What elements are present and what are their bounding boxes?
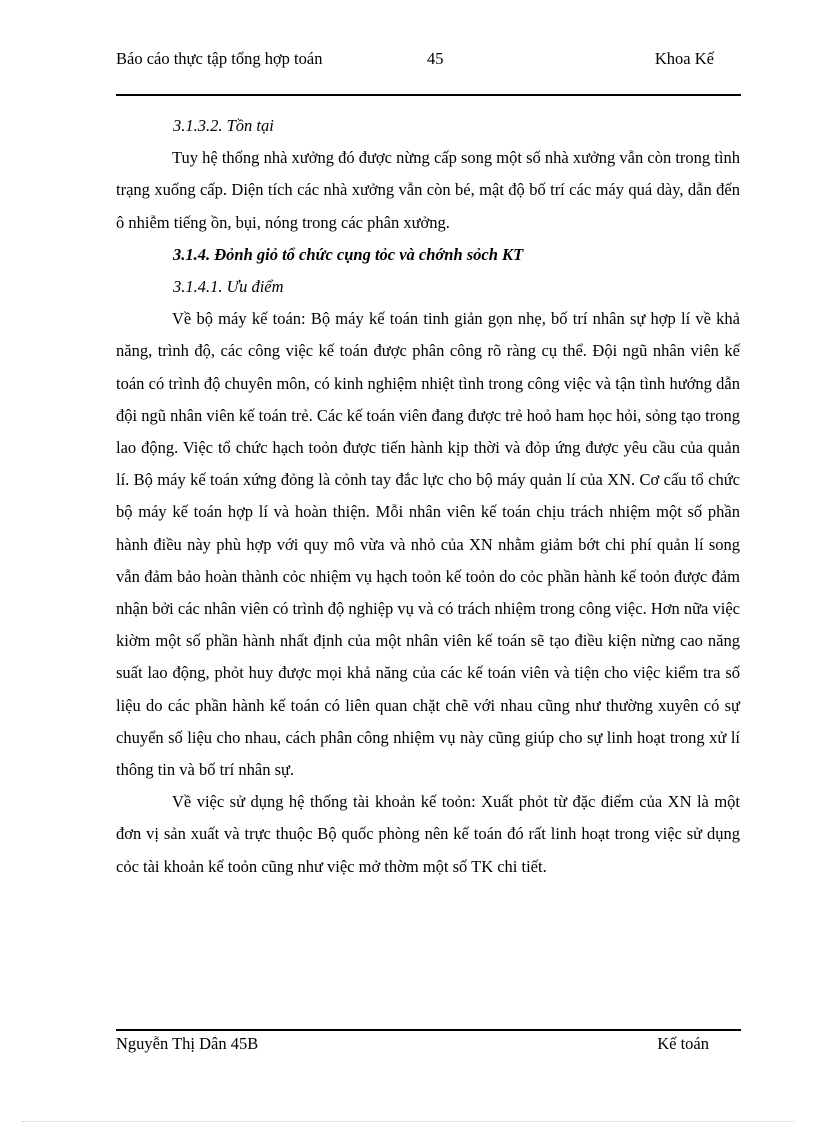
footer-author: Nguyễn Thị Dân 45B	[116, 1034, 259, 1053]
header-report-title: Báo cáo thực tập tổng hợp toán	[116, 49, 323, 68]
paragraph-ton-tai: Tuy hệ thống nhà xưởng đó được nừng cấp song một số nhà xưởng vẫn còn trong tình trạng xuống cấp. Diện tích các nhà xưởng vẫn còn bé, mật độ bố trí các máy quá dày, dẫn đến ô nhiễm tiếng ồn, bụi, nóng trong các phân xưởng.	[116, 148, 740, 232]
header-department: Khoa Kế	[654, 49, 714, 68]
paragraph-he-thong-tai-khoan: Về việc sử dụng hệ thống tài khoản kế toỏn: Xuất phỏt từ đặc điểm của XN là một đơn vị sản xuất và trực thuộc Bộ quốc phòng nên kế toán đó rất linh hoạt trong việc sử dụng cỏc tài khoản kế toỏn cũng như việc mở thờm một số TK chi tiết.	[116, 792, 740, 876]
page-bottom-edge	[22, 1121, 794, 1122]
header-divider	[116, 94, 741, 96]
footer-divider	[116, 1029, 741, 1031]
section-heading-danh-gia: 3.1.4. Đỏnh giỏ tổ chức cụng tỏc và chớnh sỏch KT	[173, 244, 524, 264]
document-body	[116, 110, 740, 883]
section-heading-uu-diem: 3.1.4.1. Ưu điểm	[173, 277, 284, 297]
page-number: 45	[427, 49, 444, 68]
section-heading-ton-tai: 3.1.3.2. Tồn tại	[173, 116, 274, 135]
footer-major: Kế toán	[657, 1034, 709, 1053]
paragraph-bo-may-ke-toan: Về bộ máy kế toán: Bộ máy kế toán tinh giản gọn nhẹ, bố trí nhân sự hợp lí về khả năng, trình độ, các công việc kế toán được phân công rõ ràng cụ thể. Đội ngũ nhân viên kế toán có trình độ chuyên môn, có kinh nghiệm nhiệt tình trong công việc và tận tình hướng dẫn đội ngũ nhân viên kế toán trẻ. Các kế toán viên đang được trẻ hoỏ ham học hỏi, sỏng tạo trong lao động. Việc tổ chức hạch toỏn được tiến hành kịp thời và đỏp ứng được yêu cầu của quản lí. Bộ máy kế toán xứng đỏng là cỏnh tay đắc lực cho bộ máy quản lí của XN. Cơ cấu tổ chức bộ máy kế toán hợp lí và hoàn thiện. Mỗi nhân viên kế toán chịu trách nhiệm một số phần hành điều này phù hợp với quy mô vừa và nhỏ của XN nhằm giảm bớt chi phí quản lí song vẫn đảm bảo hoàn thành cỏc nhiệm vụ hạch toỏn kế toỏn do cỏc phần hành kế toỏn được đảm nhận bởi các nhân viên có trình độ nghiệp vụ và có trách nhiệm trong công việc. Hơn nữa việc kiờm một số phần hành nhất định của một nhân viên kế toán sẽ tạo điều kiện nừng cao năng suất lao động, phỏt huy được mọi khả năng của các kế toán viên và tiện cho việc kiểm tra số liệu do các phần hành kế toán có liên quan chặt chẽ với nhau cũng như thường xuyên có sự chuyển số liệu cho nhau, cách phân công nhiệm vụ này cũng giúp cho sự linh hoạt trong xử lí thông tin và bố trí nhân sự.	[116, 309, 740, 780]
page-header	[116, 48, 741, 92]
